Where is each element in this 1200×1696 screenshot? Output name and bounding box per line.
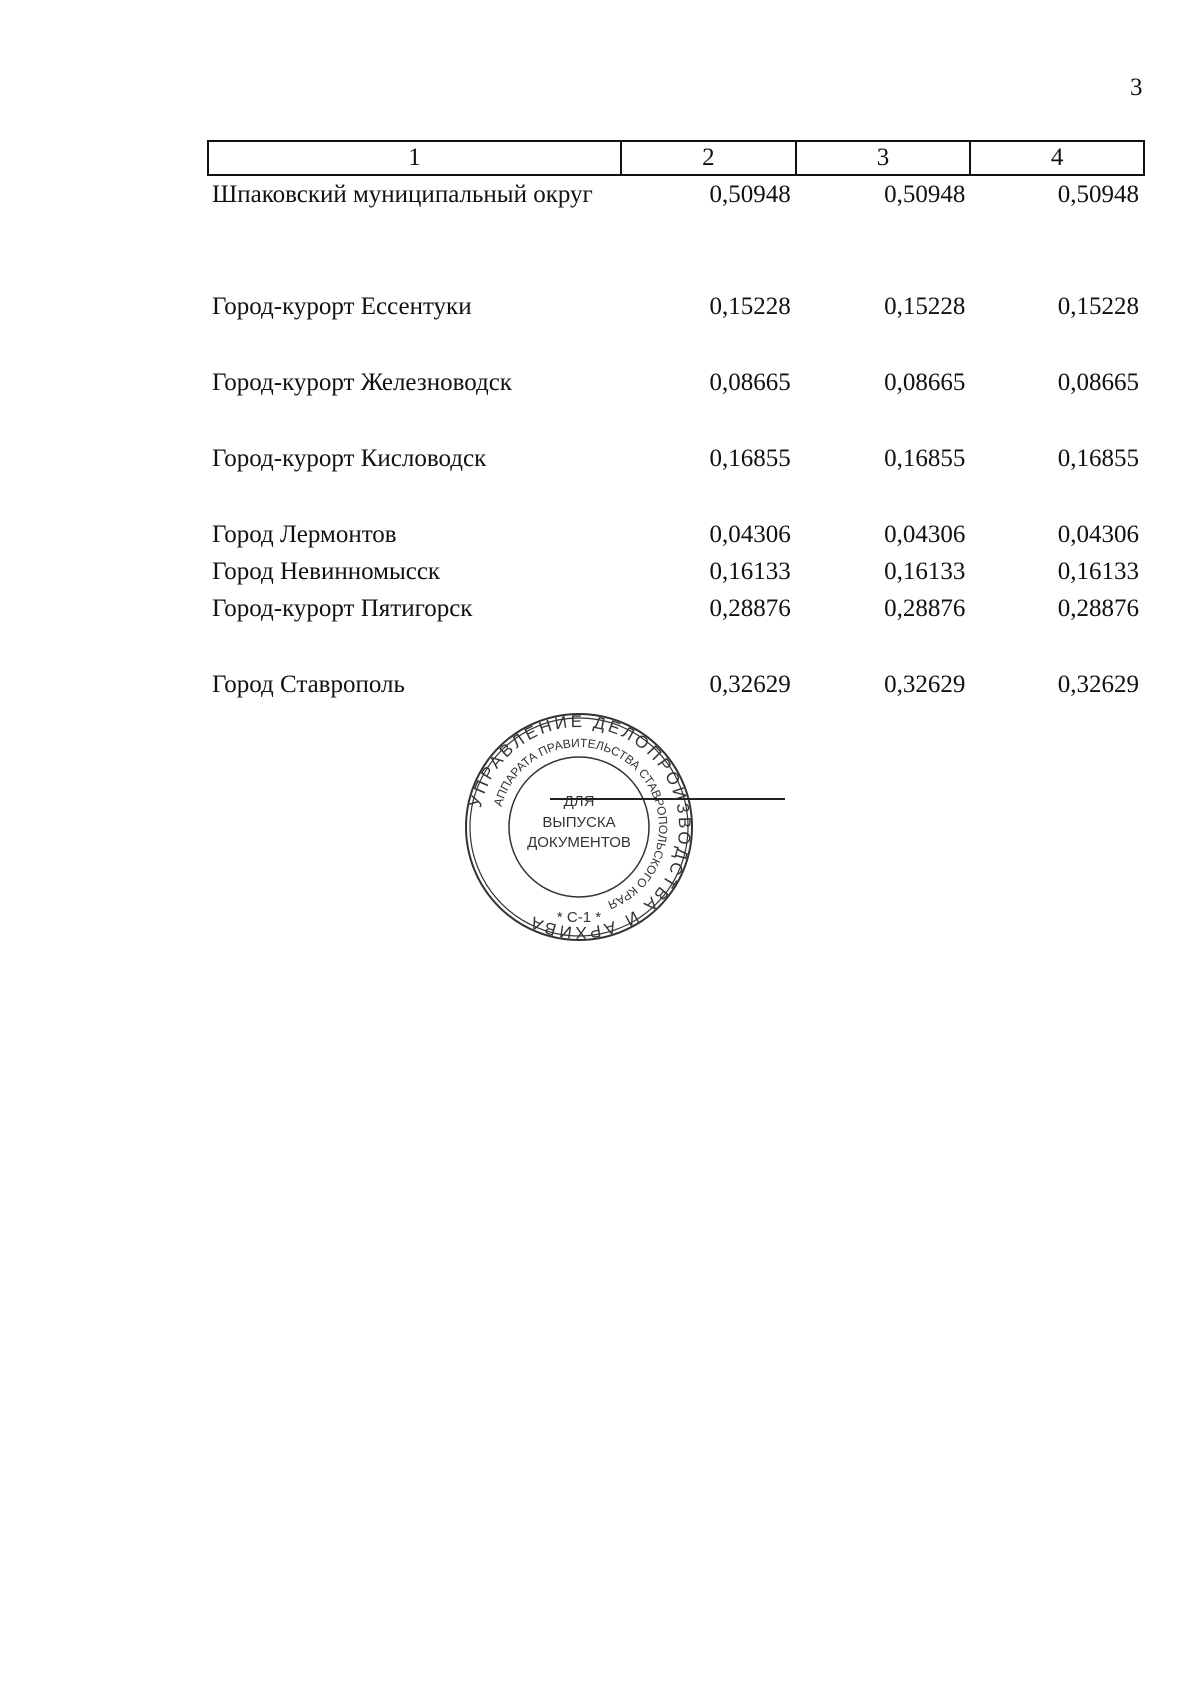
table-row — [208, 590, 1144, 666]
stamp-code: * С-1 * — [556, 909, 602, 926]
value-col-4: 0,16855 — [1057, 445, 1139, 472]
value-col-2: 0,32629 — [709, 671, 791, 698]
coefficients-table — [207, 140, 1145, 703]
municipality-name: Город-курорт Кисловодск — [212, 445, 487, 472]
table-row — [208, 666, 1144, 703]
table-row — [208, 440, 1144, 516]
value-col-4: 0,04306 — [1057, 521, 1139, 548]
value-col-3: 0,28876 — [884, 595, 966, 622]
value-col-3: 0,15228 — [884, 293, 966, 320]
page-number: 3 — [1130, 74, 1143, 101]
stamp-center-line-3: ДОКУМЕНТОВ — [527, 834, 631, 851]
value-col-2: 0,16133 — [709, 558, 791, 585]
table-row — [208, 516, 1144, 553]
value-col-2: 0,16855 — [709, 445, 791, 472]
value-col-4: 0,32629 — [1057, 671, 1139, 698]
table-row — [208, 364, 1144, 440]
value-col-3: 0,32629 — [884, 671, 966, 698]
value-col-3: 0,04306 — [884, 521, 966, 548]
header-col-3: 3 — [796, 141, 971, 175]
stamp-inner-ring-path: АППАРАТА ПРАВИТЕЛЬСТВА СТАВРОПОЛЬСКОГО КРАЯ — [490, 735, 671, 913]
value-col-3: 0,50948 — [884, 181, 966, 208]
value-col-4: 0,28876 — [1057, 595, 1139, 622]
official-stamp — [464, 712, 694, 942]
value-col-2: 0,15228 — [709, 293, 791, 320]
header-col-1: 1 — [208, 141, 621, 175]
value-col-4: 0,15228 — [1057, 293, 1139, 320]
table-header-row — [208, 141, 1144, 175]
value-col-3: 0,16133 — [884, 558, 966, 585]
municipality-name: Город-курорт Железноводск — [212, 369, 512, 396]
value-col-2: 0,50948 — [709, 181, 791, 208]
value-col-2: 0,04306 — [709, 521, 791, 548]
header-col-4: 4 — [970, 141, 1144, 175]
table-row — [208, 288, 1144, 364]
header-col-2: 2 — [621, 141, 796, 175]
municipality-name: Город Лермонтов — [212, 521, 397, 548]
value-col-3: 0,08665 — [884, 369, 966, 396]
municipality-name: Шпаковский муниципальный округ — [212, 181, 593, 208]
value-col-4: 0,16133 — [1057, 558, 1139, 585]
municipality-name: Город-курорт Пятигорск — [212, 595, 473, 622]
table-row — [208, 553, 1144, 590]
value-col-4: 0,50948 — [1057, 181, 1139, 208]
municipality-name: Город Невинномысск — [212, 558, 441, 585]
stamp-outer-ring-path: УПРАВЛЕНИЕ ДЕЛОПРОИЗВОДСТВА И АРХИВА — [466, 712, 694, 942]
value-col-3: 0,16855 — [884, 445, 966, 472]
stamp-center-line-1: ДЛЯ — [563, 793, 595, 810]
value-col-4: 0,08665 — [1057, 369, 1139, 396]
signature-line — [550, 798, 785, 800]
value-col-2: 0,28876 — [709, 595, 791, 622]
municipality-name: Город-курорт Ессентуки — [212, 293, 472, 320]
municipality-name: Город Ставрополь — [212, 671, 405, 698]
value-col-2: 0,08665 — [709, 369, 791, 396]
table-row — [208, 175, 1144, 288]
stamp-center-line-2: ВЫПУСКА — [542, 814, 616, 831]
